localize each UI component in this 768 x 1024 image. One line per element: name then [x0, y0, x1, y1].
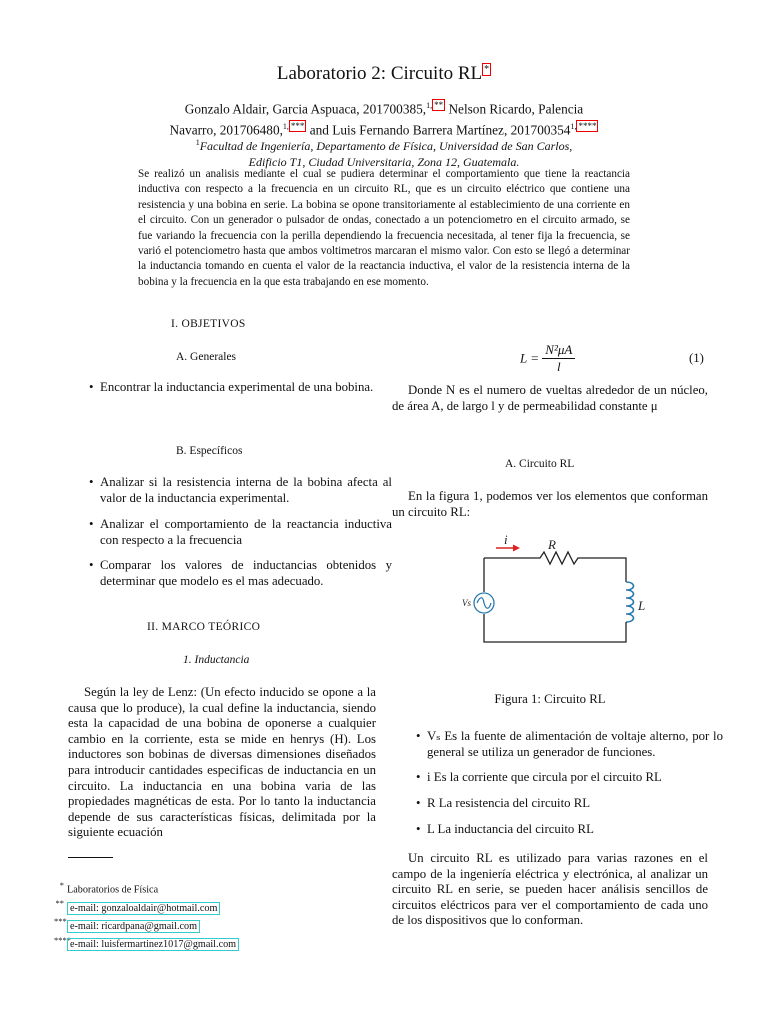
author-1-email-link[interactable]: ** — [434, 100, 444, 110]
bullet-dot: • — [416, 729, 421, 743]
subsection-heading-generales: A. Generales — [176, 351, 237, 363]
equation-description: Donde N es el numero de vueltas alrededor de un núcleo, de área A, de largo l y de permeabilidad constante μ — [392, 383, 708, 413]
email-link-2[interactable]: e-mail: ricardpana@gmail.com — [67, 920, 200, 933]
subsection-heading-circuito-rl: A. Circuito RL — [505, 458, 575, 470]
equation-number: (1) — [689, 351, 704, 365]
bullet-especifico-3 — [85, 558, 392, 589]
section-heading-marco-teorico: II. MARCO TEÓRICO — [147, 621, 261, 633]
author-2-affil: 1, — [282, 122, 289, 132]
author-3-email-link[interactable]: **** — [578, 121, 597, 132]
inductor-label: L — [638, 598, 646, 613]
inductor-coil — [626, 582, 634, 622]
abstract: Se realizó un analisis mediante el cual se pudiera determinar el comportamiento que tiene la reactancia inductiva con respecto a la frecuencia en un circuito RL, que es un circuito eléctrico que contiene una resistencia y una bobina en serie. La bobina se opone transitoriamente al establecimiento de una corriente en el circuito. Con un generador o pulsador de ondas, conectado a un potenciometro en el circuito armado, se fue variando la frecuencia con la perilla dependiendo la frecuencia necesitada, al tener fija la frecuencia, se varió el potenciometro hasta que ambos voltimetros marcaran el mismo valor. Con esto se llegó a determinar la inductancia tomando en cuenta el valor de la reactancia inductiva, el valor de la resistencia interna de la bobina y la frecuencia en la que esta trabajando en ese momento. — [138, 168, 630, 288]
source-label: Vs — [462, 598, 471, 608]
bullet-dot: • — [89, 558, 94, 572]
email-link-1[interactable]: e-mail: gonzaloaldair@hotmail.com — [67, 902, 220, 915]
bullet-dot: • — [416, 822, 421, 836]
equation-lhs: L = — [520, 350, 540, 366]
bottom-wire — [484, 614, 626, 642]
bullet-text: Analizar si la resistencia interna de la bobina afecta al valor de la inductancia experimental. — [100, 475, 392, 505]
rl-circuit-figure — [460, 532, 650, 657]
bullet-text: i Es la corriente que circula por el circuito RL — [427, 770, 662, 784]
bullet-i — [412, 770, 723, 786]
affiliation-line-2: Edificio T1, Ciudad Universitaria, Zona 12, Guatemala. — [248, 155, 520, 169]
bullet-l — [412, 822, 723, 838]
paragraph-inductancia: Según la ley de Lenz: (Un efecto inducido se opone a la causa que lo produce), la cual define la inductancia, siendo esta la capacidad de una bobina de oponerse a cualquier cambio en la corriente, esta se mide en henrys (H). Los inductores son bobinas de diversas dimensiones diseñados para introducir cantidades especificas de inductancia en un circuito. La inductancia en una bobina varia de las propiedades magnéticas de esta. Por lo tanto la inductancia depende de sus características físicas, delimitada por la siguiente ecuación — [68, 685, 376, 840]
subsection-heading-especificos: B. Específicos — [176, 445, 243, 457]
bullet-dot: • — [416, 796, 421, 810]
footnote-4: ****e-mail: luisfermartinez1017@gmail.com — [54, 934, 239, 952]
footnote-2: ** e-mail: gonzaloaldair@hotmail.com — [54, 897, 239, 915]
author-2-cont: Navarro, 201706480, — [169, 122, 283, 138]
author-1: Gonzalo Aldair, Garcia Aspuaca, 201700385, — [184, 101, 427, 117]
author-1-affil: 1, — [426, 101, 433, 110]
bullet-dot: • — [89, 517, 94, 531]
bullet-text: Encontrar la inductancia experimental de una bobina. — [100, 380, 374, 394]
bullet-text: R La resistencia del circuito RL — [427, 796, 591, 810]
bullet-text: Comparar los valores de inductancias obtenidos y determinar que modelo es el mas adecuado. — [100, 558, 392, 588]
email-link-3[interactable]: e-mail: luisfermartinez1017@gmail.com — [67, 938, 239, 951]
bullet-dot: • — [416, 770, 421, 784]
figure-caption: Figura 1: Circuito RL — [494, 692, 606, 706]
paragraph-circuito-rl: Un circuito RL es utilizado para varias razones en el campo de la ingeniería eléctrica y electrónica, al analizar un circuito RL en serie, se pueden hacer análisis sencillos de circuitos eléctricos para ver el comportamiento de cada uno de los dispositivos que lo conforman. — [392, 851, 708, 928]
current-label: i — [504, 532, 508, 547]
affiliation-number: 1 — [195, 138, 200, 147]
top-wire-resistor — [484, 552, 626, 582]
ac-wave-icon — [477, 598, 491, 609]
affiliation-line-1: Facultad de Ingeniería, Departamento de Física, Universidad de San Carlos, — [199, 139, 573, 153]
title-footnote-link[interactable]: * — [484, 63, 490, 75]
footnotes — [54, 879, 239, 952]
bullet-text: Vₛ Es la fuente de alimentación de voltaje alterno, por lo general se utiliza un generador de funciones. — [427, 729, 723, 759]
footnote-3: *** e-mail: ricardpana@gmail.com — [54, 915, 239, 933]
resistor-label: R — [548, 537, 556, 552]
author-3-affil: 1, — [570, 122, 577, 132]
footnote-rule — [68, 857, 113, 858]
author-2-email-link[interactable]: *** — [290, 121, 305, 132]
bullet-especifico-1 — [85, 475, 392, 506]
bullet-r — [412, 796, 723, 812]
authors — [120, 97, 648, 140]
paper-title — [0, 63, 768, 85]
bullet-dot: • — [89, 475, 94, 489]
equation-denominator: l — [556, 359, 561, 374]
author-2: Nelson Ricardo, Palencia — [448, 101, 584, 117]
subsubsection-heading-inductancia: 1. Inductancia — [183, 654, 250, 666]
equation-numerator: N²μA — [542, 342, 575, 359]
bullet-generales — [85, 380, 392, 396]
equation-1 — [520, 342, 575, 375]
bullet-text: L La inductancia del circuito RL — [427, 822, 594, 836]
bullet-especifico-2 — [85, 517, 392, 548]
title-text: Laboratorio 2: Circuito RL — [276, 63, 483, 84]
bullet-vs — [412, 729, 723, 760]
footnote-1: * Laboratorios de Física — [59, 880, 159, 896]
bullet-dot: • — [89, 380, 94, 394]
section-heading-objetivos: I. OBJETIVOS — [171, 318, 246, 330]
current-arrowhead — [513, 545, 520, 552]
circuit-intro: En la figura 1, podemos ver los elementos que conforman un circuito RL: — [392, 489, 708, 519]
affiliation — [120, 135, 648, 170]
author-3: and Luis Fernando Barrera Martínez, 201700354 — [309, 122, 571, 138]
bullet-text: Analizar el comportamiento de la reactancia inductiva con respecto a la frecuencia — [100, 517, 392, 547]
